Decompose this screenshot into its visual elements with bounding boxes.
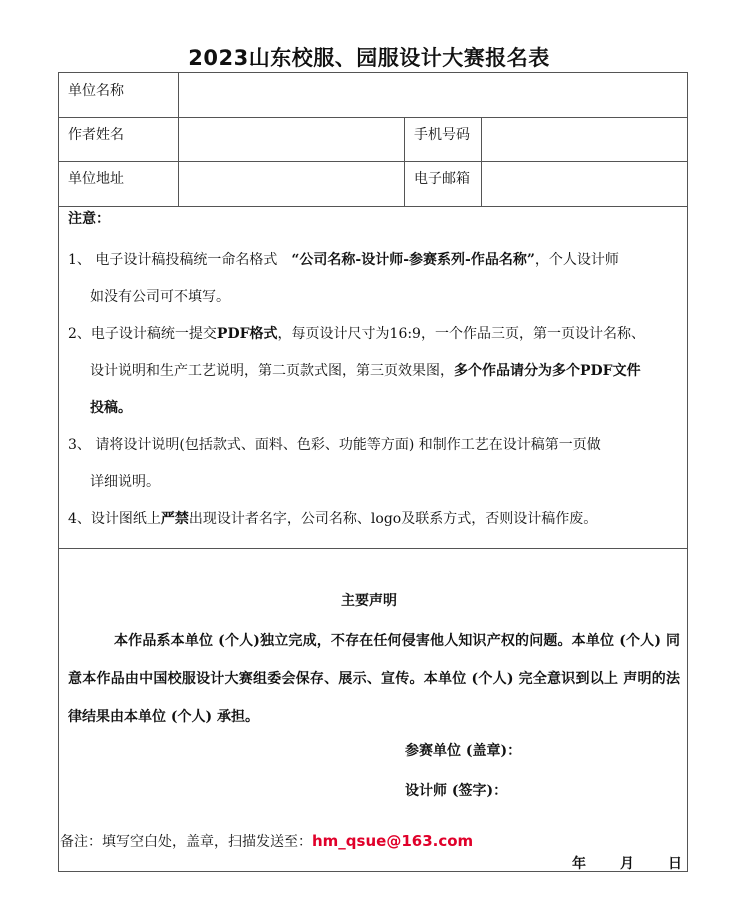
- row-divider: [58, 117, 688, 118]
- col-divider: [481, 117, 482, 206]
- contact-email[interactable]: hm_qsue@163.com: [312, 832, 474, 850]
- address-label: 单位地址: [68, 171, 124, 187]
- row-divider: [58, 548, 688, 549]
- unit-name-label: 单位名称: [68, 83, 124, 99]
- row-divider: [58, 161, 688, 162]
- date-day: 日: [668, 856, 682, 872]
- phone-label: 手机号码: [414, 127, 470, 143]
- unit-signature-label: 参赛单位 (盖章)：: [405, 743, 522, 759]
- declaration-body: 本作品系本单位 (个人)独立完成，不存在任何侵害他人知识产权的问题。本单位 (个人) 同意本作品由中国校服设计大赛组委会保存、展示、宣传。本单位 (个人) 完全意识到以上 声明的法律结果由本单位 (个人) 承担。: [68, 633, 680, 725]
- form-title: 2023山东校服、园服设计大赛报名表: [188, 46, 550, 70]
- note-item-1: 1、 电子设计稿投稿统一命名格式 “公司名称-设计师-参赛系列-作品名称”，个人设计师 如没有公司可不填写。: [68, 252, 619, 305]
- notes-section: [68, 208, 680, 538]
- note-item-2: 2、电子设计稿统一提交PDF格式，每页设计尺寸为16:9，一个作品三页，第一页设计名称、 设计说明和生产工艺说明，第二页款式图，第三页效果图，多个作品请分为多个PDF文件 投稿。: [68, 326, 645, 416]
- col-divider: [404, 117, 405, 206]
- remark: 备注：填写空白处，盖章，扫描发送至：hm_qsue@163.com: [60, 832, 474, 850]
- note-item-3: 3、 请将设计说明(包括款式、面料、色彩、功能等方面) 和制作工艺在设计稿第一页做 详细说明。: [68, 437, 601, 490]
- author-name-label: 作者姓名: [68, 127, 124, 143]
- designer-signature-label: 设计师 (签字)：: [405, 783, 508, 799]
- note-item-4: 4、设计图纸上严禁出现设计者名字，公司名称、logo及联系方式，否则设计稿作废。: [68, 511, 598, 527]
- email-label: 电子邮箱: [414, 171, 470, 187]
- date-month: 月: [620, 856, 634, 872]
- declaration-title: 主要声明: [341, 593, 397, 609]
- col-divider: [178, 72, 179, 206]
- date-year: 年: [572, 856, 586, 872]
- row-divider: [58, 206, 688, 207]
- notes-heading: 注意：: [68, 211, 110, 227]
